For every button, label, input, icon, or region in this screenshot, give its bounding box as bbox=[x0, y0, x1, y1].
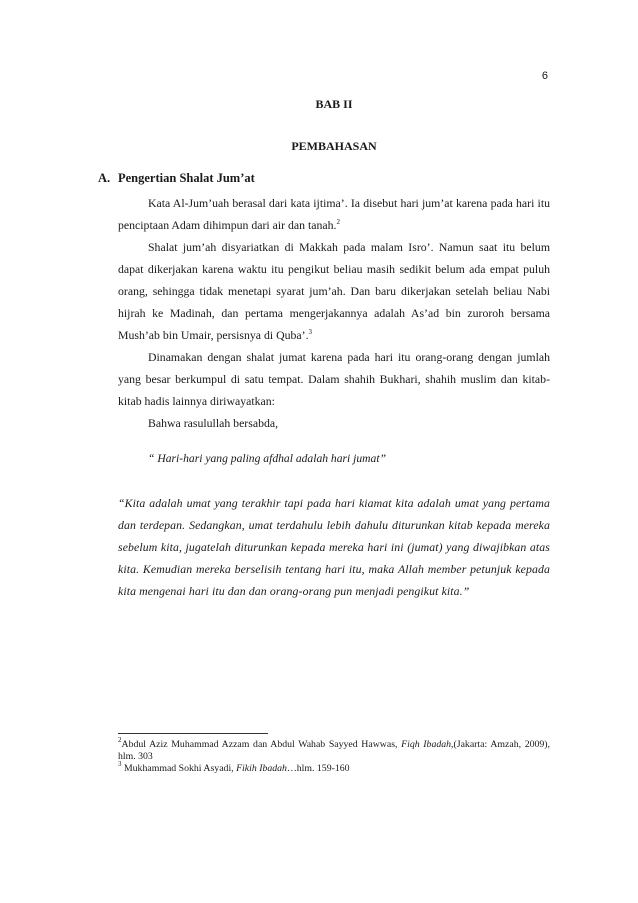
chapter-label: BAB II bbox=[315, 97, 353, 111]
section-letter: A. bbox=[98, 171, 111, 185]
paragraph-3: Dinamakan dengan shalat jumat karena pada hari itu orang-orang dengan jumlah yang besar berkumpul di satu tempat. Dalam shahih Bukhari, shahih muslim dan kitab-kitab hadis lainnya diriwayatkan: bbox=[118, 350, 550, 408]
footnote-2: $^2$Abdul Aziz Muhammad Azzam dan Abdul Wahab Sayyed Hawwas, Fiqh Ibadah,(Jakarta: Amzah, 2009), hlm. 303 bbox=[118, 736, 551, 762]
footnotes bbox=[118, 736, 551, 775]
footnote-divider bbox=[118, 733, 268, 734]
chapter-title: PEMBAHASAN bbox=[291, 139, 377, 153]
section-title: Pengertian Shalat Jum’at bbox=[118, 171, 255, 185]
hadith-quote-long: “Kita adalah umat yang terakhir tapi pada hari kiamat kita adalah umat yang pertama dan terdepan. Sedangkan, umat terdahulu lebih dahulu diturunkan kitab kepada mereka sebelum kita, jugatelah diturunkan kepada mereka hari ini (jumat) yang diwajibkan atas kita. Kemudian mereka berselisih tentang hari itu, maka Allah member petunjuk kepada kita mengenai hari itu dan dan orang-orang pun menjadi pengikut kita.” bbox=[118, 496, 550, 598]
page-number: 6 bbox=[541, 70, 548, 82]
paragraph-1: Kata Al-Jum’uah berasal dari kata ijtima’. Ia disebut hari jum’at karena pada hari itu penciptaan Adam dihimpun dari air dan tanah.$^2$ bbox=[118, 196, 550, 232]
body-text bbox=[118, 192, 550, 434]
footnote-ref-2: 2 bbox=[336, 218, 341, 226]
hadith-quote-short: “ Hari-hari yang paling afdhal adalah hari jumat” bbox=[148, 452, 387, 465]
paragraph-4: Bahwa rasulullah bersabda, bbox=[148, 416, 279, 430]
footnote-3: $^3$ Mukhammad Sokhi Asyadi, Fikih Ibadah…hlm. 159-160 bbox=[118, 760, 350, 774]
section-heading bbox=[98, 171, 255, 186]
paragraph-2: Shalat jum’ah disyariatkan di Makkah pada malam Isro’. Namun saat itu belum dapat dikerjakan karena waktu itu pengikut beliau masih sedikit belum ada empat puluh orang, sehingga tidak menetapi syarat jum’ah. Dan baru dikerjakan setelah beliau Nabi hijrah ke Madinah, dan pertama mengerjakannya adalah As’ad bin zuroroh bersama Mush’ab bin Umair, persisnya di Quba’.$^3$ bbox=[118, 240, 550, 342]
footnote-ref-3: 3 bbox=[308, 328, 313, 336]
